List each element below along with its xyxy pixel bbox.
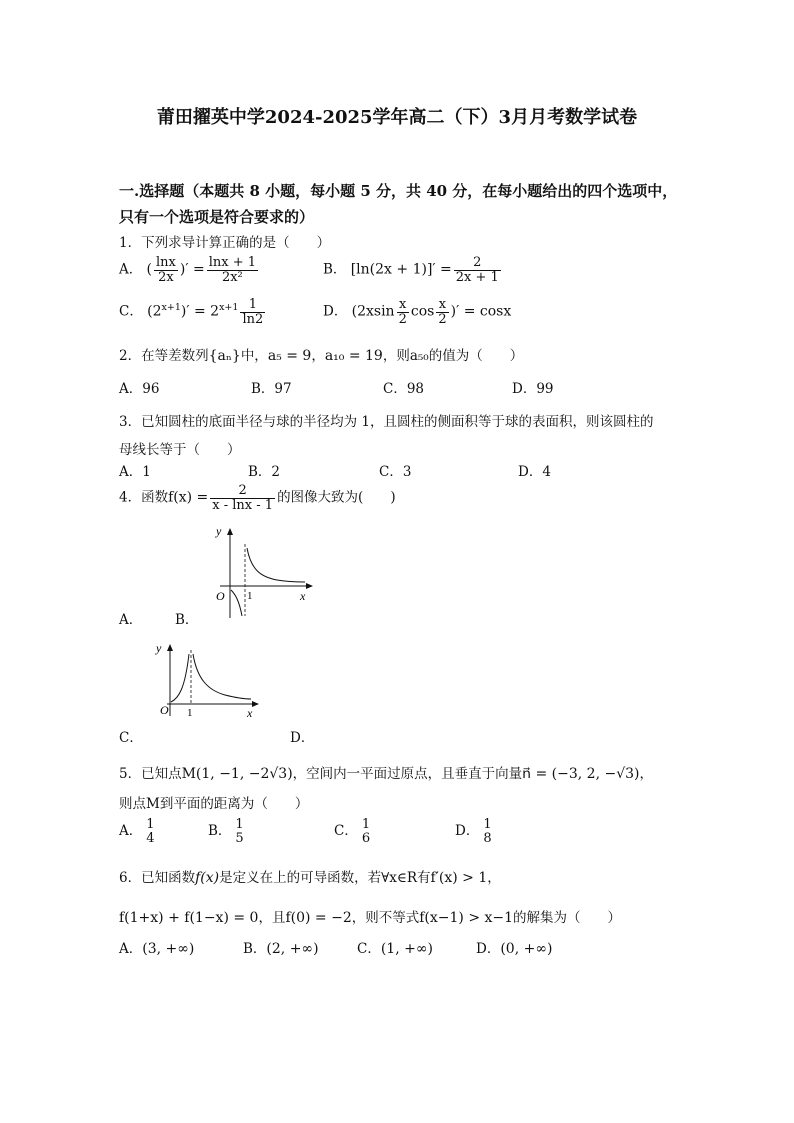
q2-stem-pre: 2．在等差数列	[119, 348, 209, 364]
q5-option-d-label: D．	[455, 823, 480, 840]
q5-a-num: 1	[146, 817, 155, 832]
q6-line2-c: f(0) = −2	[285, 910, 352, 926]
q1-d-post: )′ = cosx	[450, 303, 512, 320]
q1-d-num2: x	[436, 298, 448, 313]
q4-graph-b-x-label: x	[300, 589, 306, 603]
q6-stem-mid: 是定义在上的可导函数，若∀x∈R有	[219, 870, 431, 886]
q1-c-sup: x+1	[161, 302, 181, 314]
q4-num: 2	[210, 484, 275, 499]
q4-graph-c-x-label: x	[247, 706, 253, 720]
q1-option-d-label: D．	[323, 303, 348, 320]
q5-vector: n⃗ = (−3, 2, −√3)	[522, 766, 640, 782]
q6-cond: f′(x) > 1	[430, 870, 488, 886]
q5-option-b-label: B．	[208, 823, 232, 840]
q3-option-c: C．3	[379, 464, 412, 480]
q4-stem-post: 的图像大致为( )	[277, 489, 396, 506]
q1-d-mid: cos	[410, 303, 435, 320]
q1-c-mid: )′ = 2	[180, 303, 220, 320]
q4-stem	[119, 484, 396, 512]
q1-option-b-label: B．	[323, 261, 347, 278]
q2-option-b: B．97	[251, 381, 292, 397]
q6-option-a-label: A．	[119, 941, 143, 957]
q5-stem-mid: ，空间内一平面过原点，且垂直于向量	[292, 766, 523, 782]
q5-d-num: 1	[483, 817, 492, 832]
q2-stem	[119, 344, 523, 364]
q5-option-c	[334, 818, 374, 845]
q6-option-b-value: (2, +∞)	[266, 941, 319, 957]
q1-option-b	[323, 256, 503, 284]
q3-option-d: D．4	[518, 464, 551, 480]
q4-den: x - lnx - 1	[212, 497, 274, 513]
q4-option-a-label: A．	[119, 612, 143, 628]
q6-option-c	[357, 937, 433, 957]
q4-graph-b-tick: 1	[247, 590, 253, 602]
q5-option-a	[119, 818, 159, 845]
q2-option-a: A．96	[119, 381, 160, 397]
q6-line2-b: ，且	[258, 910, 286, 926]
q6-stem-pre: 6．已知函数	[119, 870, 196, 886]
q3-option-b: B．2	[248, 464, 281, 480]
q5-b-num: 1	[235, 817, 244, 832]
q2-option-d: D．99	[512, 381, 554, 397]
q1-c-text: (2	[147, 303, 162, 320]
q1-option-a-label: A．	[119, 261, 143, 278]
q4-fx: f(x) =	[168, 489, 209, 506]
q4-graph-b-curve-left	[231, 590, 242, 616]
q6-option-d-label: D．	[476, 941, 501, 957]
q6-line2-e: f(x−1) > x−1	[419, 910, 514, 926]
q2-sep: ，	[311, 348, 325, 364]
q5-a-den: 4	[146, 830, 155, 846]
q1-option-c-label: C．	[119, 303, 143, 320]
q4-option-d-label: D．	[290, 730, 315, 746]
q5-option-c-label: C．	[334, 823, 358, 840]
q6-fx: f(x)	[195, 870, 220, 886]
section-header-line1: 一.选择题（本题共 8 小题，每小题 5 分，共 40 分，在每小题给出的四个选项中，	[119, 182, 678, 200]
q4-graph-c-tick: 1	[187, 707, 193, 719]
q2-stem-post: ，则a₅₀的值为（ ）	[382, 348, 524, 364]
page-title: 莆田擢英中学2024-2025学年高二（下）3月月考数学试卷	[156, 107, 638, 128]
q1-a-rnum: lnx + 1	[208, 255, 257, 270]
q6-option-a	[119, 937, 194, 957]
q6-line2-d: ，则不等式	[351, 910, 420, 926]
q1-d-pre: (2xsin	[351, 303, 395, 320]
q6-option-c-value: (1, +∞)	[380, 941, 433, 957]
q6-stem-end: ，	[487, 870, 501, 886]
q1-c-sup2: x+1	[219, 302, 239, 314]
q5-stem-end: ，	[639, 766, 654, 782]
q1-b-den: 2x + 1	[455, 269, 499, 285]
q4-graph-c-y-label: y	[156, 641, 162, 655]
q4-graph-c-curve-left	[171, 654, 189, 702]
q1-d-num1: x	[397, 298, 409, 313]
q1-option-c	[119, 298, 267, 326]
q4-graph-c	[145, 638, 265, 738]
q1-option-a: A． ( $\frac{\ln x}{2x}$ )′ = $\frac{\ln x + 1}{\text{2x²}}$	[119, 255, 257, 285]
q1-a-den: 2x	[158, 269, 174, 285]
q5-stem	[119, 762, 653, 782]
q5-stem-line2: 则点M到平面的距离为（ ）	[119, 796, 309, 812]
q6-stem	[119, 866, 501, 886]
q4-graph-b-origin: O	[216, 589, 225, 603]
q2-stem-mid: 中，	[240, 348, 268, 364]
q5-stem-pre: 5．已知点	[119, 766, 182, 782]
q6-option-d	[476, 937, 552, 957]
q4-option-c-label: C．	[119, 730, 143, 746]
q5-c-den: 6	[361, 830, 371, 846]
q4-option-b-label: B．	[175, 612, 199, 628]
q6-line2-f: 的解集为（ ）	[513, 910, 622, 926]
q2-cond1: a₅ = 9	[267, 348, 312, 364]
q1-b-num: 2	[454, 256, 501, 271]
q5-b-den: 5	[235, 830, 244, 846]
q6-option-b	[243, 937, 319, 957]
q1-a-rden: 2x²	[221, 269, 243, 285]
q2-option-c: C．98	[383, 381, 425, 397]
q1-a-num: lnx	[156, 255, 176, 270]
q6-option-b-label: B．	[243, 941, 267, 957]
q1-c-den: ln2	[242, 311, 264, 327]
q4-stem-pre: 4．函数	[119, 489, 169, 506]
section-header-line2: 只有一个选项是符合要求的）	[119, 208, 315, 226]
q6-line2-a: f(1+x) + f(1−x) = 0	[119, 910, 259, 926]
q3-option-a: A．1	[119, 464, 151, 480]
q6-stem-line2	[119, 906, 621, 926]
q1-stem: 1．下列求导计算正确的是（ ）	[119, 235, 331, 251]
q5-option-b	[208, 818, 248, 845]
q5-d-den: 8	[483, 830, 492, 846]
q3-stem-line1: 3．已知圆柱的底面半径与球的半径均为 1，且圆柱的侧面积等于球的表面积，则该圆柱的	[119, 414, 654, 430]
q5-c-num: 1	[361, 817, 371, 832]
q3-stem-line2: 母线长等于（ ）	[119, 442, 241, 458]
q6-option-d-value: (0, +∞)	[500, 941, 553, 957]
q5-option-d	[455, 818, 496, 845]
q5-point: M(1, −1, −2√3)	[181, 766, 293, 782]
q2-cond2: a₁₀ = 19	[324, 348, 383, 364]
q1-d-den2: 2	[438, 311, 447, 327]
q4-graph-b	[205, 522, 320, 622]
q2-seq: {aₙ}	[208, 348, 241, 364]
q1-b-left: [ln(2x + 1)]′ =	[350, 261, 452, 278]
q1-d-den1: 2	[398, 311, 407, 327]
q6-option-a-value: (3, +∞)	[142, 941, 195, 957]
q4-graph-c-origin: O	[160, 703, 169, 717]
q1-option-d	[323, 298, 511, 326]
q5-option-a-label: A．	[119, 823, 143, 840]
q4-graph-b-y-label: y	[216, 524, 222, 538]
q1-c-num: 1	[240, 298, 265, 313]
q6-option-c-label: C．	[357, 941, 381, 957]
q4-graph-b-curve-right	[247, 548, 305, 582]
q4-graph-c-curve-right	[193, 654, 251, 699]
